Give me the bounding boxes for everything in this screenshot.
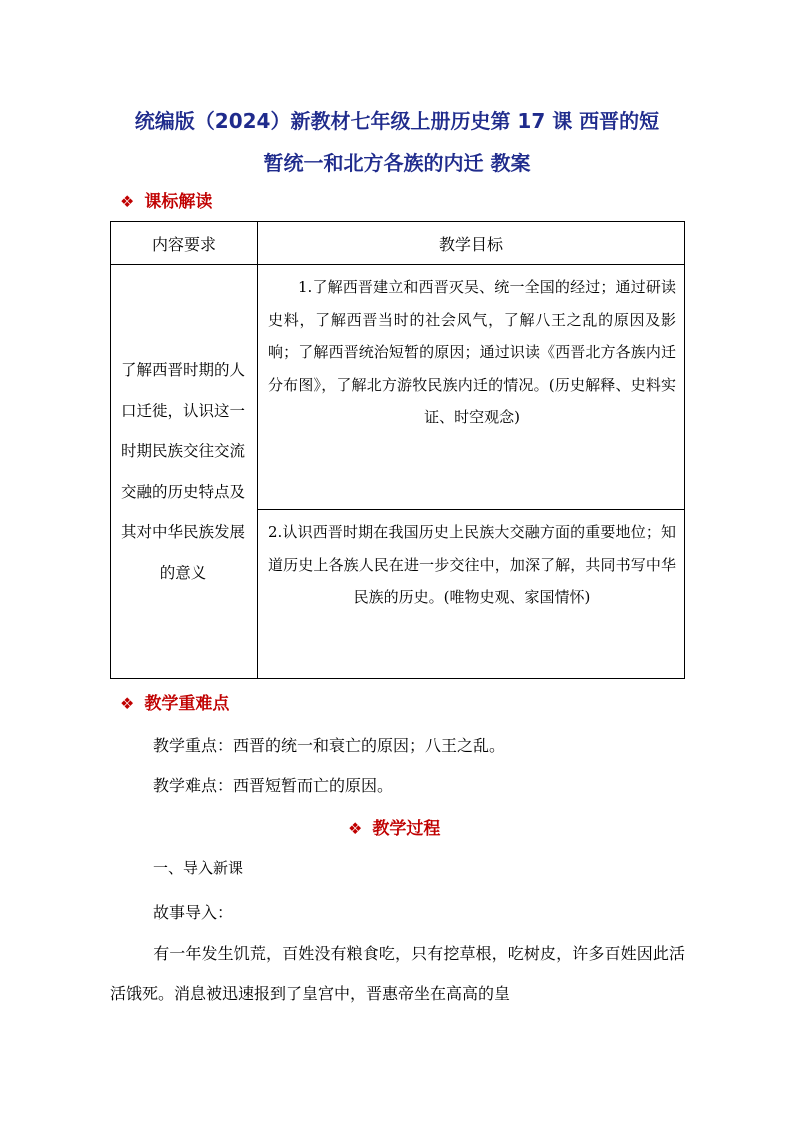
story-paragraph: 有一年发生饥荒，百姓没有粮食吃，只有挖草根，吃树皮，许多百姓因此活活饿死。消息被迅速报到了皇宫中，晋惠帝坐在高高的皇: [110, 944, 685, 1003]
section-heading-text: 教学过程: [372, 819, 441, 839]
goal-cell-1: [258, 265, 685, 510]
goal-text-2: 2.认识西晋时期在我国历史上民族大交融方面的重要地位；知道历史上各族人民在进一步交往中，加深了解，共同书写中华民族的历史。(唯物史观、家国情怀): [268, 523, 676, 606]
table-header-goals: 教学目标: [258, 222, 685, 265]
part-heading: 一、导入新课: [153, 859, 244, 877]
diamond-bullet-icon: ❖: [120, 694, 135, 713]
title-line-1: 统编版（2024）新教材七年级上册历史第 17 课 西晋的短: [134, 109, 660, 133]
section-heading-standards: [120, 190, 212, 214]
section-heading-text: 教学重难点: [144, 694, 230, 714]
diamond-bullet-icon: ❖: [348, 819, 363, 838]
diamond-bullet-icon: ❖: [120, 192, 135, 211]
intro-label: 故事导入：: [153, 903, 234, 922]
table-row: [111, 265, 685, 510]
section-heading-text: 课标解读: [144, 192, 213, 212]
goal-cell-2: [258, 510, 685, 679]
goal-text-1: 1.了解西晋建立和西晋灭吴、统一全国的经过；通过研读史料，了解西晋当时的社会风气，了解八王之乱的原因及影响；了解西晋统治短暂的原因；通过识读《西晋北方各族内迁分布图》，了解北方游牧民族内迁的情况。(历史解释、史料实证、时空观念): [268, 278, 676, 426]
difficult-point-text: 教学难点：西晋短暂而亡的原因。: [153, 776, 394, 795]
document-title: [0, 100, 794, 184]
standards-table: [110, 221, 685, 679]
section-heading-process: [348, 817, 440, 841]
key-point-text: 教学重点：西晋的统一和衰亡的原因；八王之乱。: [153, 736, 506, 755]
requirement-cell: [111, 265, 258, 679]
title-line-2: 暂统一和北方各族的内迁 教案: [263, 151, 531, 175]
table-header-row: [111, 222, 685, 265]
requirement-text: 了解西晋时期的人口迁徙，认识这一时期民族交往交流交融的历史特点及其对中华民族发展的意义: [121, 361, 246, 582]
table-header-requirement: 内容要求: [111, 222, 258, 265]
section-heading-key-points: [120, 692, 229, 716]
